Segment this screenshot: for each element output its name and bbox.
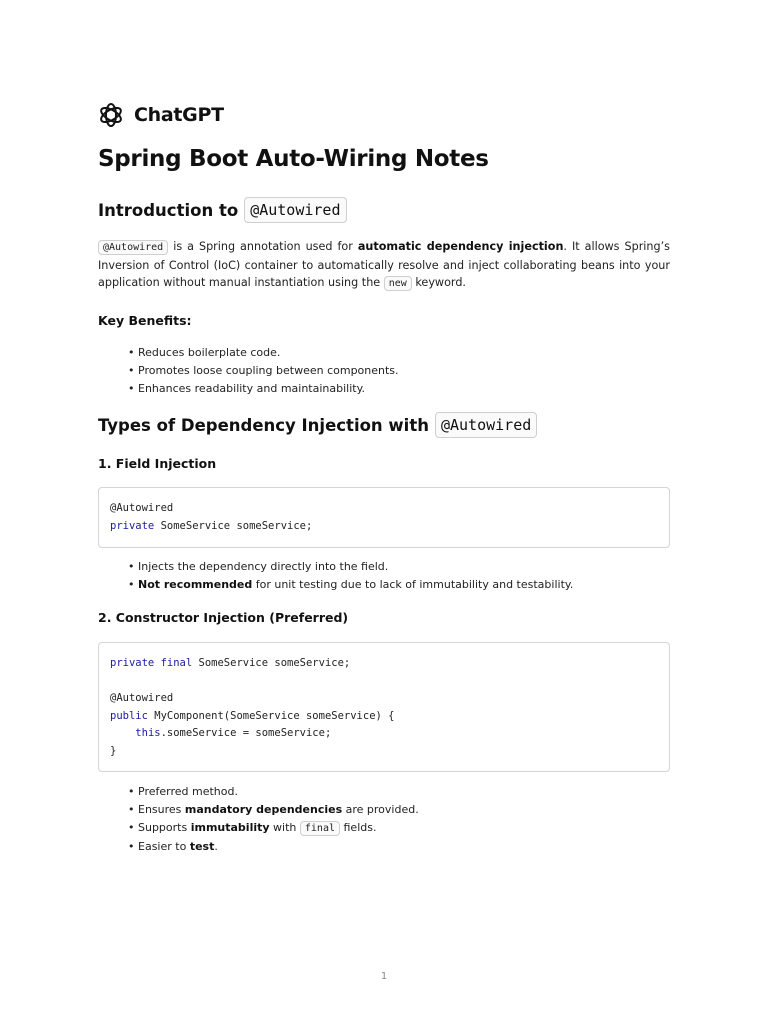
- openai-logo-icon: [98, 102, 124, 128]
- item-text: Ensures: [138, 803, 185, 816]
- inline-code-new: new: [384, 276, 412, 291]
- constructor-injection-notes: [128, 783, 419, 856]
- intro-text-1: is a Spring annotation used for: [168, 240, 358, 253]
- inline-code-autowired: @Autowired: [98, 240, 168, 255]
- list-item: • Preferred method.: [128, 783, 419, 801]
- field-injection-heading: 1. Field Injection: [98, 456, 217, 471]
- item-text: with: [269, 821, 300, 834]
- list-item: • Injects the dependency directly into the field.: [128, 558, 573, 576]
- intro-heading-text: Introduction to: [98, 200, 239, 220]
- bold-text: test: [189, 840, 215, 853]
- constructor-injection-code: [98, 642, 670, 772]
- code-line: @Autowired: [110, 502, 174, 514]
- item-text: are provided.: [342, 803, 419, 816]
- list-item: [128, 801, 419, 819]
- page-title: Spring Boot Auto-Wiring Notes: [98, 146, 489, 172]
- benefits-heading: Key Benefits:: [98, 313, 192, 328]
- intro-heading-code: @Autowired: [244, 197, 346, 223]
- item-text: for unit testing due to lack of immutability and testability.: [252, 578, 574, 591]
- code-line: @Autowired: [110, 692, 174, 705]
- page-number: 1: [380, 971, 388, 982]
- constructor-injection-heading: 2. Constructor Injection (Preferred): [98, 610, 349, 625]
- bold-text: immutability: [190, 821, 270, 834]
- code-line: SomeService someService;: [192, 657, 351, 669]
- list-item: [128, 576, 573, 594]
- code-keyword: public: [110, 709, 148, 722]
- list-item: • Promotes loose coupling between components.: [128, 362, 399, 380]
- brand-name: ChatGPT: [134, 104, 224, 126]
- intro-text-2: . It allows Spring’s Inversion of Control (IoC) container to automatically resolve and inject collaborating beans into your application without manual instantiation using the: [98, 240, 670, 289]
- code-keyword: final: [160, 657, 193, 669]
- code-line: }: [110, 744, 117, 757]
- field-injection-notes: [128, 558, 573, 594]
- intro-heading: [98, 197, 347, 223]
- field-injection-code: [98, 487, 670, 548]
- types-heading: [98, 412, 537, 438]
- list-item: • Enhances readability and maintainability.: [128, 380, 399, 398]
- list-item: [128, 819, 419, 838]
- benefits-list: [128, 344, 399, 398]
- intro-bold: automatic dependency injection: [357, 240, 564, 253]
- item-text: fields.: [340, 821, 377, 834]
- code-keyword: private: [110, 657, 155, 669]
- code-line: SomeService someService;: [154, 519, 313, 532]
- types-heading-code: @Autowired: [435, 412, 537, 438]
- bold-text: Not recommended: [138, 578, 253, 591]
- brand-header: [98, 100, 224, 130]
- code-line: MyComponent(SomeService someService) {: [147, 709, 395, 722]
- intro-paragraph: [98, 238, 670, 293]
- code-line: .someService = someService;: [160, 727, 332, 740]
- item-text: .: [214, 840, 218, 853]
- intro-text-3: keyword.: [411, 276, 466, 289]
- bold-text: mandatory dependencies: [184, 803, 343, 816]
- types-heading-text: Types of Dependency Injection with: [98, 415, 429, 435]
- code-keyword: this: [135, 727, 161, 740]
- list-item: • Reduces boilerplate code.: [128, 344, 399, 362]
- item-text: Easier to: [138, 840, 190, 853]
- code-keyword: private: [110, 519, 155, 532]
- list-item: [128, 838, 419, 856]
- item-text: Supports: [138, 821, 191, 834]
- inline-code-final: final: [300, 821, 340, 836]
